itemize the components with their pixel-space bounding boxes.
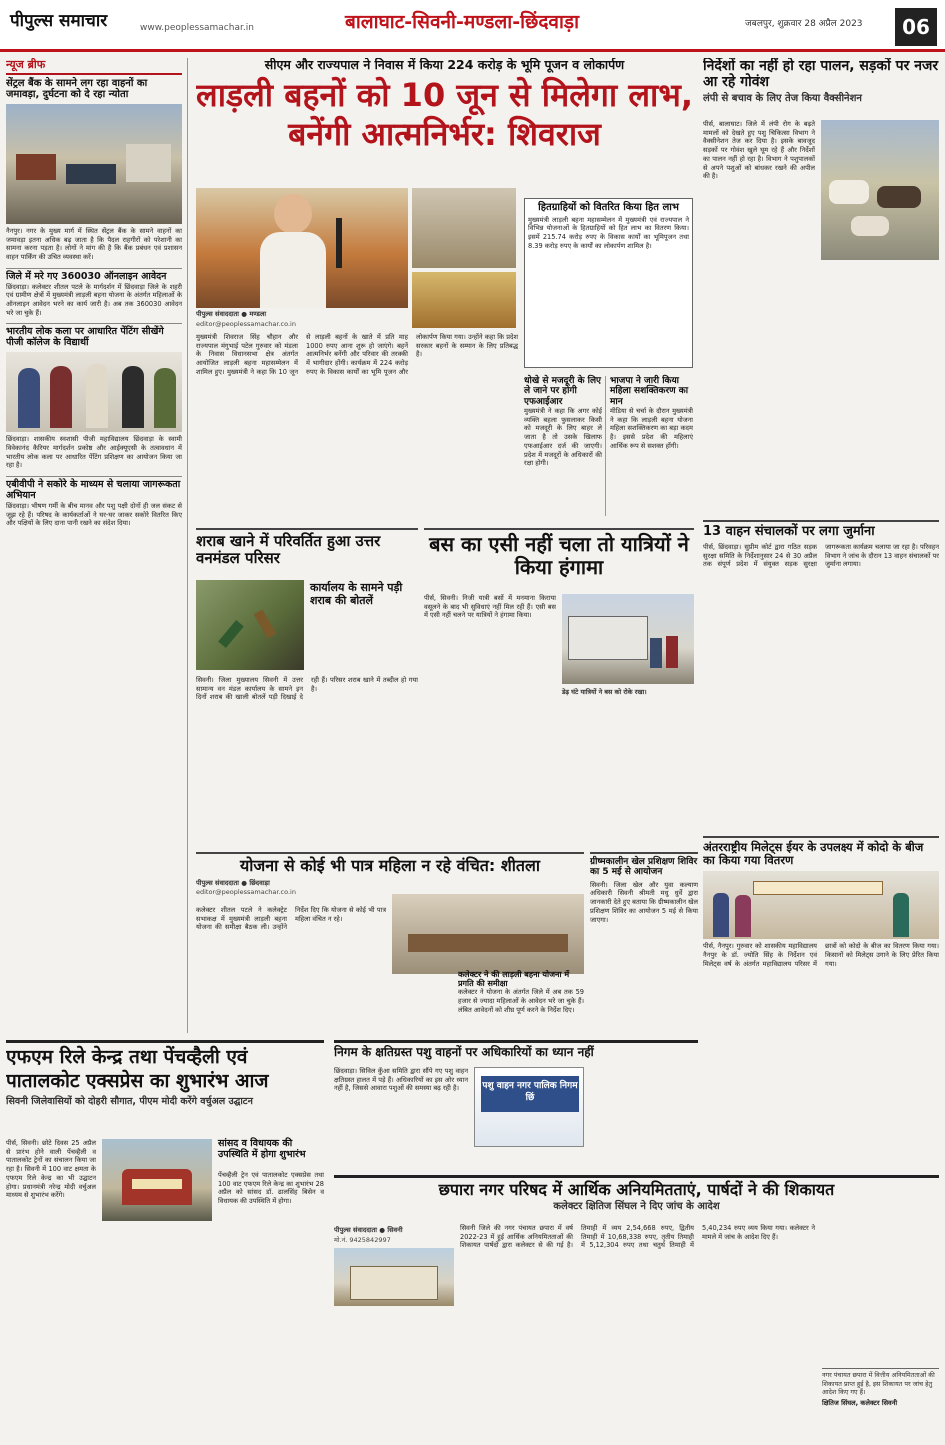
brief1-headline: सेंट्रल बैंक के सामने लग रहा वाहनों का जमावड़ा, दुर्घटना को दे रहा न्योता bbox=[6, 77, 148, 101]
cattle-story bbox=[703, 58, 939, 513]
liquor-subhead: कार्यालय के सामने पड़ी शराब की बोतलें bbox=[310, 581, 403, 607]
liquor-body: सिवनी। जिला मुख्यालय सिवनी में उत्तर सामान्य वन मंडल कार्यालय के सामने इन दिनों शराब की खाली बोतलें पड़ी दिखाई दे रही हैं। परिसर शराब खाने में तब्दील हो गया है। bbox=[196, 676, 418, 702]
hitgrahi-body: मुख्यमंत्री लाड़ली बहना महासम्मेलन में मुख्यमंत्री एवं राज्यपाल ने विभिन्न योजनाओं के हितग्राहियों को हित लाभ का वितरण किया। इसमें 215.74 करोड़ रुपए के विकास कार्यों का भूमिपूजन तथा 8.39 करोड़ रुपए के कार्यों का लोकार्पण शामिल है। bbox=[528, 215, 689, 250]
liquor-story bbox=[196, 528, 418, 846]
fine-body: पीर्स, छिंदवाड़ा। सुप्रीम कोर्ट द्वारा गठित सड़क सुरक्षा समिति के निर्देशानुसार 24 से 30 अप्रैल तक संपूर्ण प्रदेश में संयुक्त सड़क सुरक्षा जागरूकता कार्यक्रम चलाया जा रहा है। परिवहन विभाग ने जांच के दौरान 13 वाहन संचालकों पर जुर्माना लगाया। bbox=[703, 542, 939, 569]
collector-quote-by: क्षितिज सिंघल, कलेक्टर सिवनी bbox=[822, 1398, 898, 1407]
lead-photo-crowd bbox=[412, 272, 516, 328]
sub2-box bbox=[610, 376, 693, 516]
lead-email[interactable]: editor@peoplessamachar.co.in bbox=[196, 320, 296, 328]
brief2-headline: जिले में मरे गए 360030 ऑनलाइन आवेदन bbox=[6, 268, 182, 283]
sub1-body: मुख्यमंत्री ने कहा कि अगर कोई व्यक्ति बहला फुसलाकर किसी को मजदूरी के लिए बाहर ले जाता है तो उसके खिलाफ एफआईआर दर्ज की जाएगी। प्रदेश में मजदूरों के अधिकारों की रक्षा होगी। bbox=[524, 407, 602, 468]
chhapara-body: सिवनी जिले की नगर पंचायत छपारा में वर्ष 2022-23 में हुई आर्थिक अनियमितताओं की शिकायत पार्षदों द्वारा कलेक्टर से की गई है। तिमाही में व्यय 2,54,668 रुपए, द्वितीय तिमाही में 10,68,338 रुपए, तृतीय तिमाही में 5,12,304 रुपए तथा चतुर्थ तिमाही में 5,40,234 रुपए व्यय किया गया। कलेक्टर ने मामले में जांच के आदेश दिए हैं। bbox=[460, 1224, 815, 1250]
chhapara-mobile: मो.नं. 9425842997 bbox=[334, 1236, 391, 1244]
news-brief-column bbox=[6, 58, 188, 1033]
brief1-photo bbox=[6, 104, 182, 224]
sheetal-email[interactable]: editor@peoplessamachar.co.in bbox=[196, 888, 296, 897]
chhapara-subhead: कलेक्टर क्षितिज सिंघल ने दिए जांच के आदेश bbox=[553, 1201, 720, 1213]
brief4-body: छिंदवाड़ा। भीषण गर्मी के बीच मानव और पशु पक्षी दोनों ही जल संकट से जूझ रहे हैं। परिषद के कार्यकर्ताओं ने घर-घर जाकर सकोरे वितरित किए और पक्षियों के लिए दाना पानी रखने का संदेश दिया। bbox=[6, 501, 182, 528]
train-photo bbox=[102, 1139, 212, 1221]
collector-quote-text: नगर पंचायत छपारा में वित्तीय अनियमितताओं की शिकायत प्राप्त हुई है, इस शिकायत पर जांच हेतु आदेश किए गए हैं। bbox=[822, 1371, 935, 1397]
millet-headline: अंतरराष्ट्रीय मिलेट्स ईयर के उपलक्ष्य में कोदो के बीज का किया गया वितरण bbox=[703, 840, 924, 868]
newspaper-logo: पीपुल्स समाचार bbox=[10, 11, 108, 31]
pashu-photo bbox=[474, 1067, 584, 1147]
lead-byline: पीपुल्स संवाददाता ● मण्डला bbox=[196, 310, 267, 318]
millet-photo bbox=[703, 871, 939, 939]
brief3-photo bbox=[6, 352, 182, 432]
sheetal-byline: पीपुल्स संवाददाता ● छिंदवाड़ा bbox=[196, 879, 270, 888]
sub2-headline: भाजपा ने जारी किया महिला सशक्तिकरण का मान bbox=[610, 376, 689, 407]
website-link[interactable]: www.peoplessamachar.in bbox=[140, 23, 254, 33]
training-headline: ग्रीष्मकालीन खेल प्रशिक्षण शिविर का 5 मई से आयोजन bbox=[590, 857, 698, 878]
hitgrahi-box bbox=[524, 198, 693, 368]
review-story bbox=[458, 970, 584, 1032]
lead-story bbox=[196, 58, 693, 518]
review-body: कलेक्टर ने योजना के अंतर्गत जिले में अब तक 59 हजार से ज्यादा महिलाओं के आवेदन भरे जा चुके हैं। लंबित आवेदनों को शीघ्र पूर्ण करने के निर्देश दिए। bbox=[458, 988, 584, 1014]
chhapara-photo bbox=[334, 1248, 454, 1306]
hitgrahi-headline: हितग्राहियों को वितरित किया हित लाभ bbox=[538, 202, 679, 213]
lead-headline: लाड़ली बहनों को 10 जून से मिलेगा लाभ, बनेंगी आत्मनिर्भर: शिवराज bbox=[196, 76, 693, 153]
bus-headline: बस का एसी नहीं चला तो यात्रियों ने किया हंगामा bbox=[429, 532, 689, 579]
page-number: 06 bbox=[895, 8, 937, 46]
chhapara-story bbox=[334, 1175, 939, 1440]
dateline: जबलपुर, शुक्रवार 28 अप्रैल 2023 bbox=[745, 19, 863, 29]
bus-story bbox=[424, 528, 694, 846]
lead-body: मुख्यमंत्री शिवराज सिंह चौहान और राज्यपाल मंगुभाई पटेल गुरुवार को मंडला के निवास विधानसभा क्षेत्र अंतर्गत आयोजित लाड़ली बहना महासम्मेलन में शामिल हुए। मुख्यमंत्री ने कहा कि 10 जून से लाड़ली बहनों के खाते में प्रति माह 1000 रुपए आना शुरू हो जाएंगे। बहनें आत्मनिर्भर बनेंगी और परिवार की तरक्की में भागीदार होंगी। कार्यक्रम में 224 करोड़ रुपए के विकास कार्यों का भूमि पूजन और लोकार्पण किया गया। उन्होंने कहा कि प्रदेश सरकार बहनों के सम्मान के लिए प्रतिबद्ध है। bbox=[196, 333, 518, 376]
training-story bbox=[590, 852, 698, 1032]
chhapara-headline: छपारा नगर परिषद में आर्थिक अनियमितताएं, पार्षदों ने की शिकायत bbox=[438, 1180, 835, 1199]
masthead bbox=[0, 0, 945, 52]
cattle-body: पीर्स, बालाघाट। जिले में लंपी रोग के बढ़ते मामलों को देखते हुए पशु चिकित्सा विभाग ने वैक्सीनेशन तेज कर दिया है। इसके बावजूद सड़कों पर गोवंश खुले घूम रहे हैं और निर्देशों का पालन नहीं हो रहा है। विभाग ने पशुपालकों से अपने पशुओं को बांधकर रखने की अपील की है। bbox=[703, 120, 815, 181]
liquor-headline: शराब खाने में परिवर्तित हुआ उत्तर वनमंडल परिसर bbox=[196, 532, 381, 568]
lead-photo-event bbox=[412, 188, 516, 268]
sub1-box bbox=[524, 376, 606, 516]
news-brief-tag: न्यूज ब्रीफ bbox=[6, 58, 182, 75]
lead-photo-cm bbox=[196, 188, 408, 308]
sheetal-headline: योजना से कोई भी पात्र महिला न रहे वंचित: शीतला bbox=[240, 856, 540, 875]
millet-story bbox=[703, 836, 939, 1076]
sheetal-body: कलेक्टर शीतल पटले ने कलेक्ट्रेट सभाकक्ष में मुख्यमंत्री लाड़ली बहना योजना की समीक्षा बैठक ली। उन्होंने निर्देश दिए कि योजना से कोई भी पात्र महिला वंचित न रहे। bbox=[196, 906, 386, 932]
sub1-headline: धोखे से मजदूरी के लिए ले जाने पर होगी एफआईआर bbox=[524, 376, 602, 407]
chhapara-byline: पीपुल्स संवाददाता ● सिवनी bbox=[334, 1226, 403, 1234]
brief4-headline: एबीवीपी ने सकोरे के माध्यम से चलाया जागरूकता अभियान bbox=[6, 476, 182, 502]
brief1-body: नैनपुर। नगर के मुख्य मार्ग में स्थित सेंट्रल बैंक के सामने वाहनों का जमावड़ा इतना अधिक बढ़ जाता है कि पैदल राहगीरों को परेशानी का सामना करना पड़ता है। लोगों ने मांग की है कि बैंक प्रबंधन एवं प्रशासन वाहन पार्किंग की उचित व्यवस्था करें। bbox=[6, 226, 182, 261]
training-body: सिवनी। जिला खेल और युवा कल्याण अधिकारी सिवनी श्रीमती मधु धुर्वे द्वारा जानकारी देते हुए बताया कि ग्रीष्मकालीन खेल प्रशिक्षण शिविर का आयोजन 5 मई से किया जाएगा। bbox=[590, 880, 698, 924]
pashu-vahan-story bbox=[334, 1040, 698, 1170]
fine-headline: 13 वाहन संचालकों पर लगा जुर्माना bbox=[703, 524, 875, 539]
cattle-headline: निर्देशों का नहीं हो रहा पालन, सड़कों पर नजर आ रहे गोवंश bbox=[703, 58, 939, 91]
cattle-photo bbox=[821, 120, 939, 260]
pashu-sign: पशु वाहन नगर पालिक निगम छिं bbox=[481, 1076, 579, 1112]
collector-quote bbox=[822, 1368, 939, 1438]
sub2-body: मीडिया से चर्चा के दौरान मुख्यमंत्री ने कहा कि लाड़ली बहना योजना महिला सशक्तिकरण का बड़ा कदम है। इससे प्रदेश की महिलाएं आर्थिक रूप से सशक्त होंगी। bbox=[610, 407, 693, 450]
review-headline: कलेक्टर ने की लाड़ली बहना योजना में प्रगति की समीक्षा bbox=[458, 970, 570, 989]
brief3-headline: भारतीय लोक कला पर आधारित पेंटिंग सीखेंगे पीजी कॉलेज के विद्यार्थी bbox=[6, 323, 182, 349]
fine-story bbox=[703, 520, 939, 830]
sheetal-photo bbox=[392, 894, 584, 974]
bus-photo bbox=[562, 594, 694, 684]
millet-body: पीर्स, नैनपुर। गुरुवार को शासकीय महाविद्यालय नैनपुर के डॉ. ज्योति सिंह के निर्देशन एवं मिलेट्स वर्ष के अंतर्गत महाविद्यालय परिसर में छात्रों को कोदो के बीज का वितरण किया गया। किसानों को मिलेट्स उगाने के लिए प्रेरित किया गया। bbox=[703, 942, 939, 968]
lead-kicker: सीएम और राज्यपाल ने निवास में किया 224 करोड़ के भूमि पूजन व लोकार्पण bbox=[264, 58, 625, 72]
bus-caption: डेढ़ घंटे यात्रियों ने बस को रोके रखा। bbox=[562, 688, 647, 696]
brief2-body: छिंदवाड़ा। कलेक्टर शीतल पटले के मार्गदर्शन में छिंदवाड़ा जिले के शहरी एवं ग्रामीण क्षेत्रों में मुख्यमंत्री लाड़ली बहना योजना के अंतर्गत महिलाओं के ऑनलाइन आवेदन भरने का कार्य जारी है। अब तक 360030 आवेदन भरे जा चुके हैं। bbox=[6, 282, 182, 317]
brief3-body: छिंदवाड़ा। शासकीय स्वशासी पीजी महाविद्यालय छिंदवाड़ा के स्वामी विवेकानंद कैरियर मार्गदर्शन प्रकोष्ठ और आईक्यूएसी के तत्वावधान में भारतीय लोक कला पर आधारित पेंटिंग प्रशिक्षण का आयोजन किया जा रहा है। bbox=[6, 435, 182, 470]
fm-train-headline: एफएम रिले केन्द्र तथा पेंचव्हैली एवं पातालकोट एक्सप्रेस का शुभारंभ आज bbox=[6, 1046, 269, 1092]
fm-train-body: पीर्स, सिवनी। छोटे दिवस 25 अप्रैल से प्रारंभ होने वाली पेंचव्हैली व पातालकोट ट्रेनों का संचालन किया जा रहा है। सिवनी में 100 वाट क्षमता के एफएम रिले केन्द्र का भी उद्घाटन होगा। प्रधानमंत्री नरेन्द्र मोदी वर्चुअल माध्यम से शुभारंभ करेंगे। bbox=[6, 1139, 96, 1200]
fm-train-story bbox=[6, 1040, 324, 1440]
edition-title: बालाघाट-सिवनी-मण्डला-छिंदवाड़ा bbox=[345, 11, 580, 33]
pashu-headline: निगम के क्षतिग्रस्त पशु वाहनों पर अधिकारियों का ध्यान नहीं bbox=[334, 1045, 594, 1059]
fm-train-sub2: सांसद व विधायक की उपस्थिति में होगा शुभारंभ bbox=[218, 1138, 306, 1160]
cattle-subhead: लंपी से बचाव के लिए तेज किया वैक्सीनेशन bbox=[703, 93, 862, 105]
liquor-photo bbox=[196, 580, 304, 670]
fm-train-subhead: सिवनी जिलेवासियों को दोहरी सौगात, पीएम मोदी करेंगे वर्चुअल उद्घाटन bbox=[6, 1095, 253, 1107]
fm-train-sub2-body: पेंचव्हैली ट्रेन एवं पातालकोट एक्सप्रेस तथा 100 वाट एफएम रिले केन्द्र का शुभारंभ 28 अप्रैल को सांसद डॉ. ढालसिंह बिसेन व विधायक की उपस्थिति में होगा। bbox=[218, 1171, 324, 1206]
bus-body: पीर्स, सिवनी। निजी यात्री बसों में मनमाना किराया वसूलने के बाद भी सुविधाएं नहीं मिल रही हैं। एसी बस में एसी नहीं चलने पर यात्रियों ने हंगामा किया। bbox=[424, 594, 556, 620]
pashu-body: छिंदवाड़ा। सिविल कुँआ समिति द्वारा सौंपे गए पशु वाहन क्षतिग्रस्त हालत में पड़े हैं। अधिकारियों का इस ओर ध्यान नहीं है, जिससे आवारा पशुओं की समस्या बढ़ रही है। bbox=[334, 1067, 468, 1093]
